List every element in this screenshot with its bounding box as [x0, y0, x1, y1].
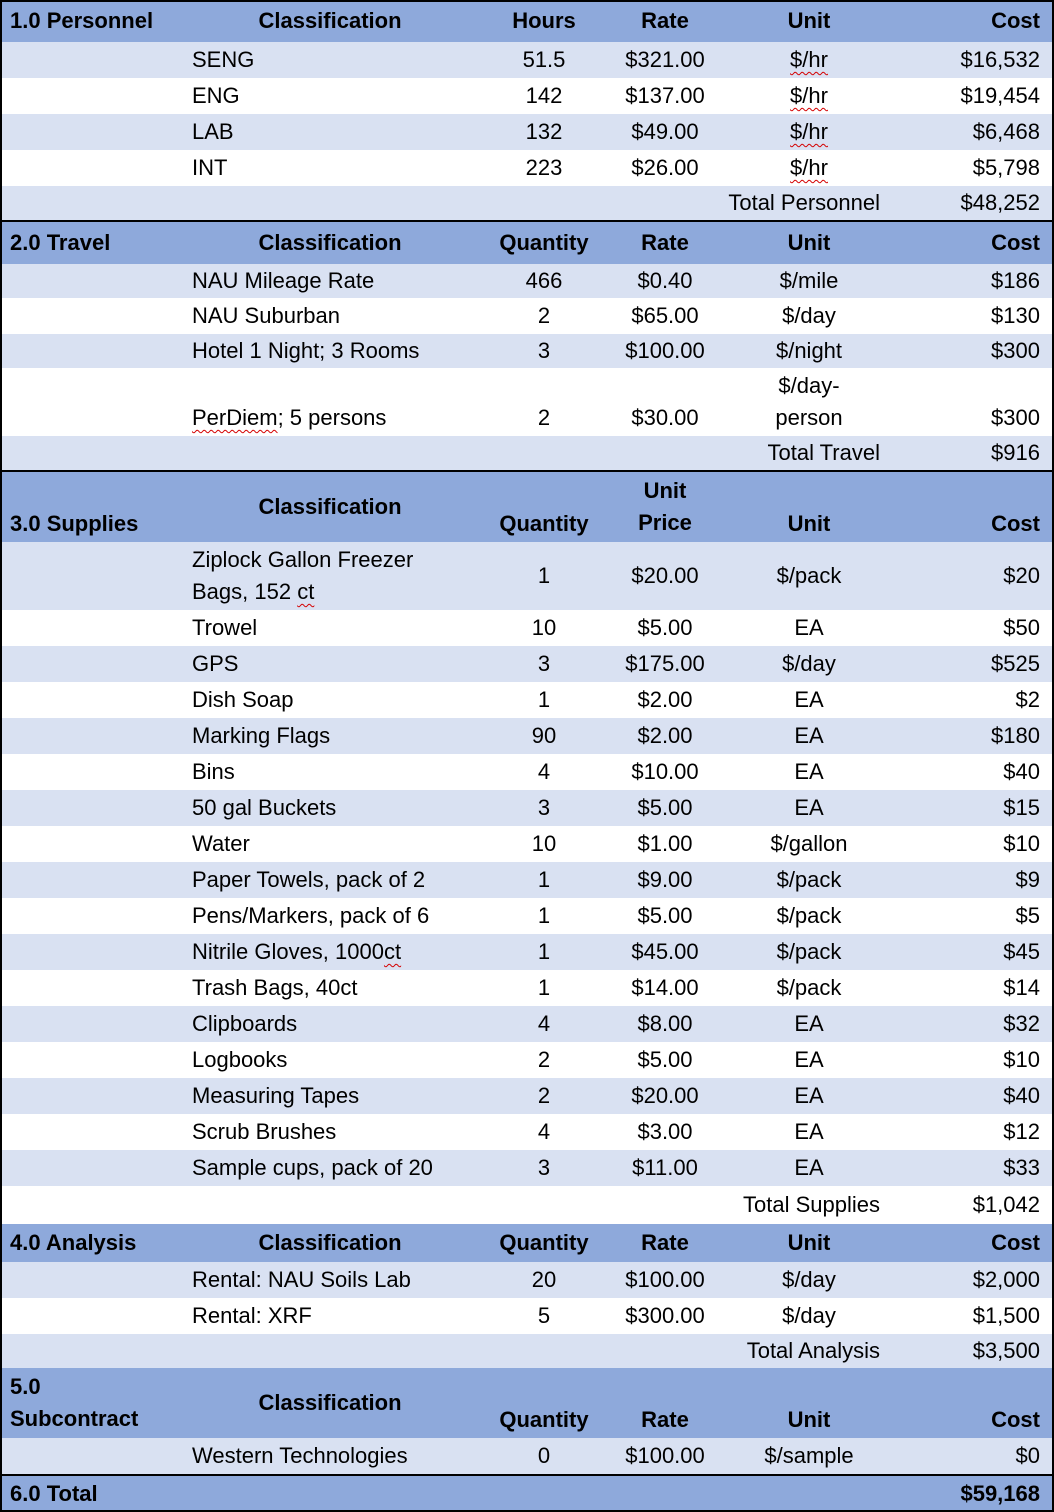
classification-cell: NAU Mileage Rate: [192, 268, 375, 293]
rate-cell: $9.00: [637, 867, 693, 892]
table-row: [0, 646, 1054, 682]
cost-cell: $40: [1003, 759, 1040, 784]
supplies-header-row: [0, 472, 1054, 542]
quantity-cell: 3: [537, 338, 551, 363]
quantity-cell: 1: [537, 939, 551, 964]
col-header-cost: Cost: [991, 1407, 1040, 1432]
unit-cell: EA: [794, 795, 824, 820]
total-value: $916: [991, 440, 1040, 465]
classification-cell: 50 gal Buckets: [192, 795, 337, 820]
rate-cell: $65.00: [631, 303, 699, 328]
table-row: [0, 150, 1054, 186]
unit-cell: $/pack: [776, 563, 842, 588]
rate-cell: $26.00: [631, 155, 699, 180]
quantity-cell: 3: [537, 651, 551, 676]
hours-cell: 132: [525, 119, 563, 144]
quantity-cell: 5: [537, 1303, 551, 1328]
total-row: [0, 186, 1054, 220]
rate-cell: $20.00: [631, 563, 699, 588]
section-title: 4.0 Analysis: [10, 1230, 137, 1255]
cost-cell: $0: [1015, 1443, 1040, 1468]
unit-cell: EA: [794, 1119, 824, 1144]
unit-price-line-2: Price: [638, 510, 692, 535]
cost-cell: $14: [1003, 975, 1040, 1000]
classification-text: Nitrile Gloves, 1000: [192, 939, 384, 964]
cost-cell: $130: [991, 303, 1040, 328]
grand-total-row: [0, 1476, 1054, 1512]
cost-cell: $12: [1003, 1119, 1040, 1144]
col-header-quantity: Quantity: [499, 1407, 589, 1432]
cost-cell: $2: [1015, 687, 1040, 712]
quantity-cell: 1: [537, 687, 551, 712]
unit-cell: [736, 42, 882, 78]
col-header-hours: Hours: [512, 8, 576, 33]
divider: [0, 0, 1054, 2]
classification-cell: Rental: NAU Soils Lab: [192, 1267, 411, 1292]
cost-cell: $15: [1003, 795, 1040, 820]
table-row: [0, 1438, 1054, 1474]
table-row: [0, 970, 1054, 1006]
divider: [0, 1222, 1054, 1224]
quantity-cell: 1: [537, 563, 551, 588]
quantity-cell: 2: [537, 303, 551, 328]
classification-line-1: Ziplock Gallon Freezer: [192, 547, 414, 572]
unit-cell: EA: [794, 1083, 824, 1108]
rate-cell: $10.00: [631, 759, 699, 784]
divider: [0, 470, 1054, 472]
col-header-classification: Classification: [258, 494, 402, 519]
hours-cell: 142: [525, 83, 563, 108]
cost-cell: $300: [991, 405, 1040, 430]
total-value: $3,500: [972, 1338, 1040, 1363]
classification-cell: [192, 368, 482, 436]
rate-cell: $0.40: [637, 268, 693, 293]
rate-cell: $49.00: [631, 119, 699, 144]
hours-cell: 51.5: [522, 47, 566, 72]
table-row: [0, 1298, 1054, 1334]
col-header-rate: Rate: [641, 1407, 689, 1432]
rate-cell: $137.00: [625, 83, 705, 108]
rate-cell: $14.00: [631, 975, 699, 1000]
section-title: [10, 1368, 182, 1438]
unit-cell: [736, 114, 882, 150]
unit-cell: EA: [794, 687, 824, 712]
grand-total-value: $59,168: [960, 1481, 1040, 1506]
classification-cell: Clipboards: [192, 1011, 298, 1036]
quantity-cell: 10: [531, 615, 557, 640]
unit-cell: $/day: [782, 651, 836, 676]
rate-cell: $100.00: [625, 1443, 705, 1468]
table-row: [0, 826, 1054, 862]
cost-cell: $2,000: [972, 1267, 1040, 1292]
unit-cell: EA: [794, 615, 824, 640]
unit-cell: EA: [794, 1011, 824, 1036]
quantity-cell: 1: [537, 903, 551, 928]
hours-cell: 223: [525, 155, 563, 180]
section-title: 3.0 Supplies: [10, 511, 139, 536]
col-header-cost: Cost: [991, 1230, 1040, 1255]
rate-cell: $11.00: [632, 1155, 698, 1180]
unit-cell: $/mile: [779, 268, 839, 293]
cost-cell: $5,798: [972, 155, 1040, 180]
analysis-header-row: [0, 1224, 1054, 1262]
table-row: [0, 264, 1054, 298]
total-value: $48,252: [960, 190, 1040, 215]
rate-cell: $30.00: [631, 405, 699, 430]
col-header-unit: Unit: [787, 230, 831, 255]
table-row: [0, 42, 1054, 78]
classification-cell: Trash Bags, 40ct: [192, 975, 358, 1000]
col-header-classification: Classification: [258, 1390, 402, 1415]
cost-cell: $300: [991, 338, 1040, 363]
rate-cell: $1.00: [637, 831, 693, 856]
quantity-cell: 2: [537, 405, 551, 430]
rate-cell: $100.00: [625, 1267, 705, 1292]
quantity-cell: 3: [537, 795, 551, 820]
total-label: Total Personnel: [728, 190, 880, 215]
unit-cell: [736, 78, 882, 114]
col-header-classification: Classification: [258, 230, 402, 255]
classification-cell: [192, 542, 482, 610]
unit-cell: $/pack: [776, 939, 842, 964]
section-title: 1.0 Personnel: [10, 8, 154, 33]
col-header-unit: Unit: [787, 1407, 831, 1432]
classification-text: Bags, 152: [192, 579, 298, 604]
unit-text: $/hr: [790, 155, 828, 180]
col-header-unit-price: [604, 472, 726, 542]
col-header-quantity: Quantity: [499, 511, 589, 536]
classification-cell: Bins: [192, 759, 235, 784]
ct-text: ct: [383, 939, 402, 964]
unit-text: $/hr: [790, 119, 828, 144]
unit-cell: $/pack: [776, 867, 842, 892]
classification-cell: Dish Soap: [192, 687, 294, 712]
table-row: [0, 1114, 1054, 1150]
quantity-cell: 10: [531, 831, 557, 856]
cost-cell: $10: [1003, 831, 1040, 856]
quantity-cell: 20: [531, 1267, 557, 1292]
travel-header-row: [0, 222, 1054, 264]
divider: [0, 220, 1054, 222]
table-row: [0, 790, 1054, 826]
classification-cell: GPS: [192, 651, 239, 676]
table-row: [0, 1262, 1054, 1298]
col-header-quantity: Quantity: [499, 1230, 589, 1255]
col-header-unit: Unit: [787, 1230, 831, 1255]
quantity-cell: 4: [537, 1119, 551, 1144]
table-row: [0, 718, 1054, 754]
persons-text: ; 5 persons: [277, 405, 387, 430]
personnel-header-row: [0, 0, 1054, 42]
classification-cell: Measuring Tapes: [192, 1083, 360, 1108]
unit-price-line-1: Unit: [643, 478, 687, 503]
cost-cell: $180: [991, 723, 1040, 748]
col-header-quantity: Quantity: [499, 230, 589, 255]
table-row: [0, 78, 1054, 114]
rate-cell: $45.00: [631, 939, 699, 964]
total-label: Total Travel: [767, 440, 880, 465]
table-row: [0, 610, 1054, 646]
total-row: [0, 1188, 1054, 1222]
quantity-cell: 2: [537, 1047, 551, 1072]
classification-cell: [192, 934, 482, 970]
cost-cell: $40: [1003, 1083, 1040, 1108]
rate-cell: $321.00: [625, 47, 705, 72]
classification-cell: Scrub Brushes: [192, 1119, 337, 1144]
rate-cell: $5.00: [637, 1047, 693, 1072]
quantity-cell: 90: [531, 723, 557, 748]
classification-cell: Sample cups, pack of 20: [192, 1155, 433, 1180]
table-row: [0, 1150, 1054, 1186]
total-row: [0, 436, 1054, 470]
classification-cell: LAB: [192, 119, 234, 144]
rate-cell: $175.00: [625, 651, 705, 676]
classification-cell: NAU Suburban: [192, 303, 340, 328]
rate-cell: $100.00: [625, 338, 705, 363]
ct-text: ct: [297, 579, 315, 604]
subcontract-header-row: [0, 1368, 1054, 1438]
unit-cell: $/sample: [764, 1443, 854, 1468]
classification-cell: Hotel 1 Night; 3 Rooms: [192, 338, 420, 363]
table-row: [0, 754, 1054, 790]
col-header-classification: Classification: [258, 1230, 402, 1255]
table-row: [0, 862, 1054, 898]
table-row: [0, 368, 1054, 436]
cost-cell: $20: [1003, 563, 1040, 588]
classification-cell: Trowel: [192, 615, 258, 640]
table-row: [0, 542, 1054, 610]
col-header-rate: Rate: [641, 230, 689, 255]
quantity-cell: 0: [537, 1443, 551, 1468]
unit-cell: $/pack: [776, 903, 842, 928]
classification-cell: ENG: [192, 83, 240, 108]
rate-cell: $20.00: [631, 1083, 699, 1108]
cost-cell: $186: [991, 268, 1040, 293]
classification-cell: Rental: XRF: [192, 1303, 312, 1328]
quantity-cell: 4: [537, 759, 551, 784]
cost-cell: $33: [1003, 1155, 1040, 1180]
table-row: [0, 1042, 1054, 1078]
cost-cell: $10: [1003, 1047, 1040, 1072]
unit-cell: $/day: [782, 303, 836, 328]
quantity-cell: 466: [525, 268, 563, 293]
cost-cell: $525: [991, 651, 1040, 676]
quantity-cell: 1: [537, 975, 551, 1000]
table-row: [0, 1078, 1054, 1114]
cost-cell: $32: [1003, 1011, 1040, 1036]
unit-cell: EA: [794, 1155, 824, 1180]
quantity-cell: 2: [537, 1083, 551, 1108]
cost-cell: $6,468: [972, 119, 1040, 144]
section-name: Subcontract: [10, 1406, 139, 1431]
classification-cell: INT: [192, 155, 228, 180]
cost-cell: $5: [1015, 903, 1040, 928]
classification-cell: Marking Flags: [192, 723, 331, 748]
total-value: $1,042: [972, 1192, 1040, 1217]
classification-line-2: [192, 576, 314, 608]
unit-cell: EA: [794, 1047, 824, 1072]
table-row: [0, 298, 1054, 334]
unit-cell: $/day: [782, 1267, 836, 1292]
section-number: 5.0: [10, 1374, 41, 1399]
quantity-cell: 4: [537, 1011, 551, 1036]
table-row: [0, 934, 1054, 970]
col-header-cost: Cost: [991, 511, 1040, 536]
unit-cell: $/night: [775, 338, 843, 363]
unit-cell: $/gallon: [770, 831, 848, 856]
table-row: [0, 682, 1054, 718]
unit-line-2: person: [775, 405, 843, 430]
total-label: Total Analysis: [746, 1338, 880, 1363]
col-header-rate: Rate: [641, 1230, 689, 1255]
rate-cell: $2.00: [637, 687, 693, 712]
table-row: [0, 1006, 1054, 1042]
classification-cell: Western Technologies: [192, 1443, 408, 1468]
rate-cell: $5.00: [637, 615, 693, 640]
divider: [0, 1474, 1054, 1476]
col-header-rate: Rate: [641, 8, 689, 33]
unit-cell: [736, 150, 882, 186]
classification-cell: Paper Towels, pack of 2: [192, 867, 426, 892]
unit-cell: $/pack: [776, 975, 842, 1000]
grand-total-label: 6.0 Total: [10, 1481, 98, 1506]
cost-cell: $16,532: [960, 47, 1040, 72]
cost-cell: $19,454: [960, 83, 1040, 108]
col-header-unit: Unit: [787, 8, 831, 33]
unit-line-1: $/day-: [778, 373, 840, 398]
divider: [0, 0, 2, 1512]
classification-cell: Pens/Markers, pack of 6: [192, 903, 430, 928]
table-row: [0, 898, 1054, 934]
unit-cell: EA: [794, 759, 824, 784]
classification-cell: Water: [192, 831, 250, 856]
table-row: [0, 114, 1054, 150]
rate-cell: $5.00: [637, 903, 693, 928]
classification-cell: Logbooks: [192, 1047, 288, 1072]
cost-cell: $45: [1003, 939, 1040, 964]
rate-cell: $3.00: [637, 1119, 693, 1144]
rate-cell: $300.00: [625, 1303, 705, 1328]
total-label: Total Supplies: [743, 1192, 880, 1217]
rate-cell: $8.00: [637, 1011, 693, 1036]
col-header-unit: Unit: [787, 511, 831, 536]
col-header-classification: Classification: [258, 8, 402, 33]
perdiem-text: PerDiem: [192, 405, 278, 430]
cost-cell: $9: [1015, 867, 1040, 892]
cost-cell: $50: [1003, 615, 1040, 640]
table-row: [0, 334, 1054, 368]
unit-text: $/hr: [790, 83, 828, 108]
quantity-cell: 1: [537, 867, 551, 892]
rate-cell: $2.00: [637, 723, 693, 748]
quantity-cell: 3: [537, 1155, 551, 1180]
col-header-cost: Cost: [991, 230, 1040, 255]
col-header-cost: Cost: [991, 8, 1040, 33]
unit-cell: EA: [794, 723, 824, 748]
unit-cell: $/day: [782, 1303, 836, 1328]
classification-cell: SENG: [192, 47, 255, 72]
cost-cell: $1,500: [972, 1303, 1040, 1328]
unit-text: $/hr: [790, 47, 828, 72]
total-row: [0, 1334, 1054, 1368]
rate-cell: $5.00: [637, 795, 693, 820]
section-title: 2.0 Travel: [10, 230, 111, 255]
unit-cell: [736, 368, 882, 436]
